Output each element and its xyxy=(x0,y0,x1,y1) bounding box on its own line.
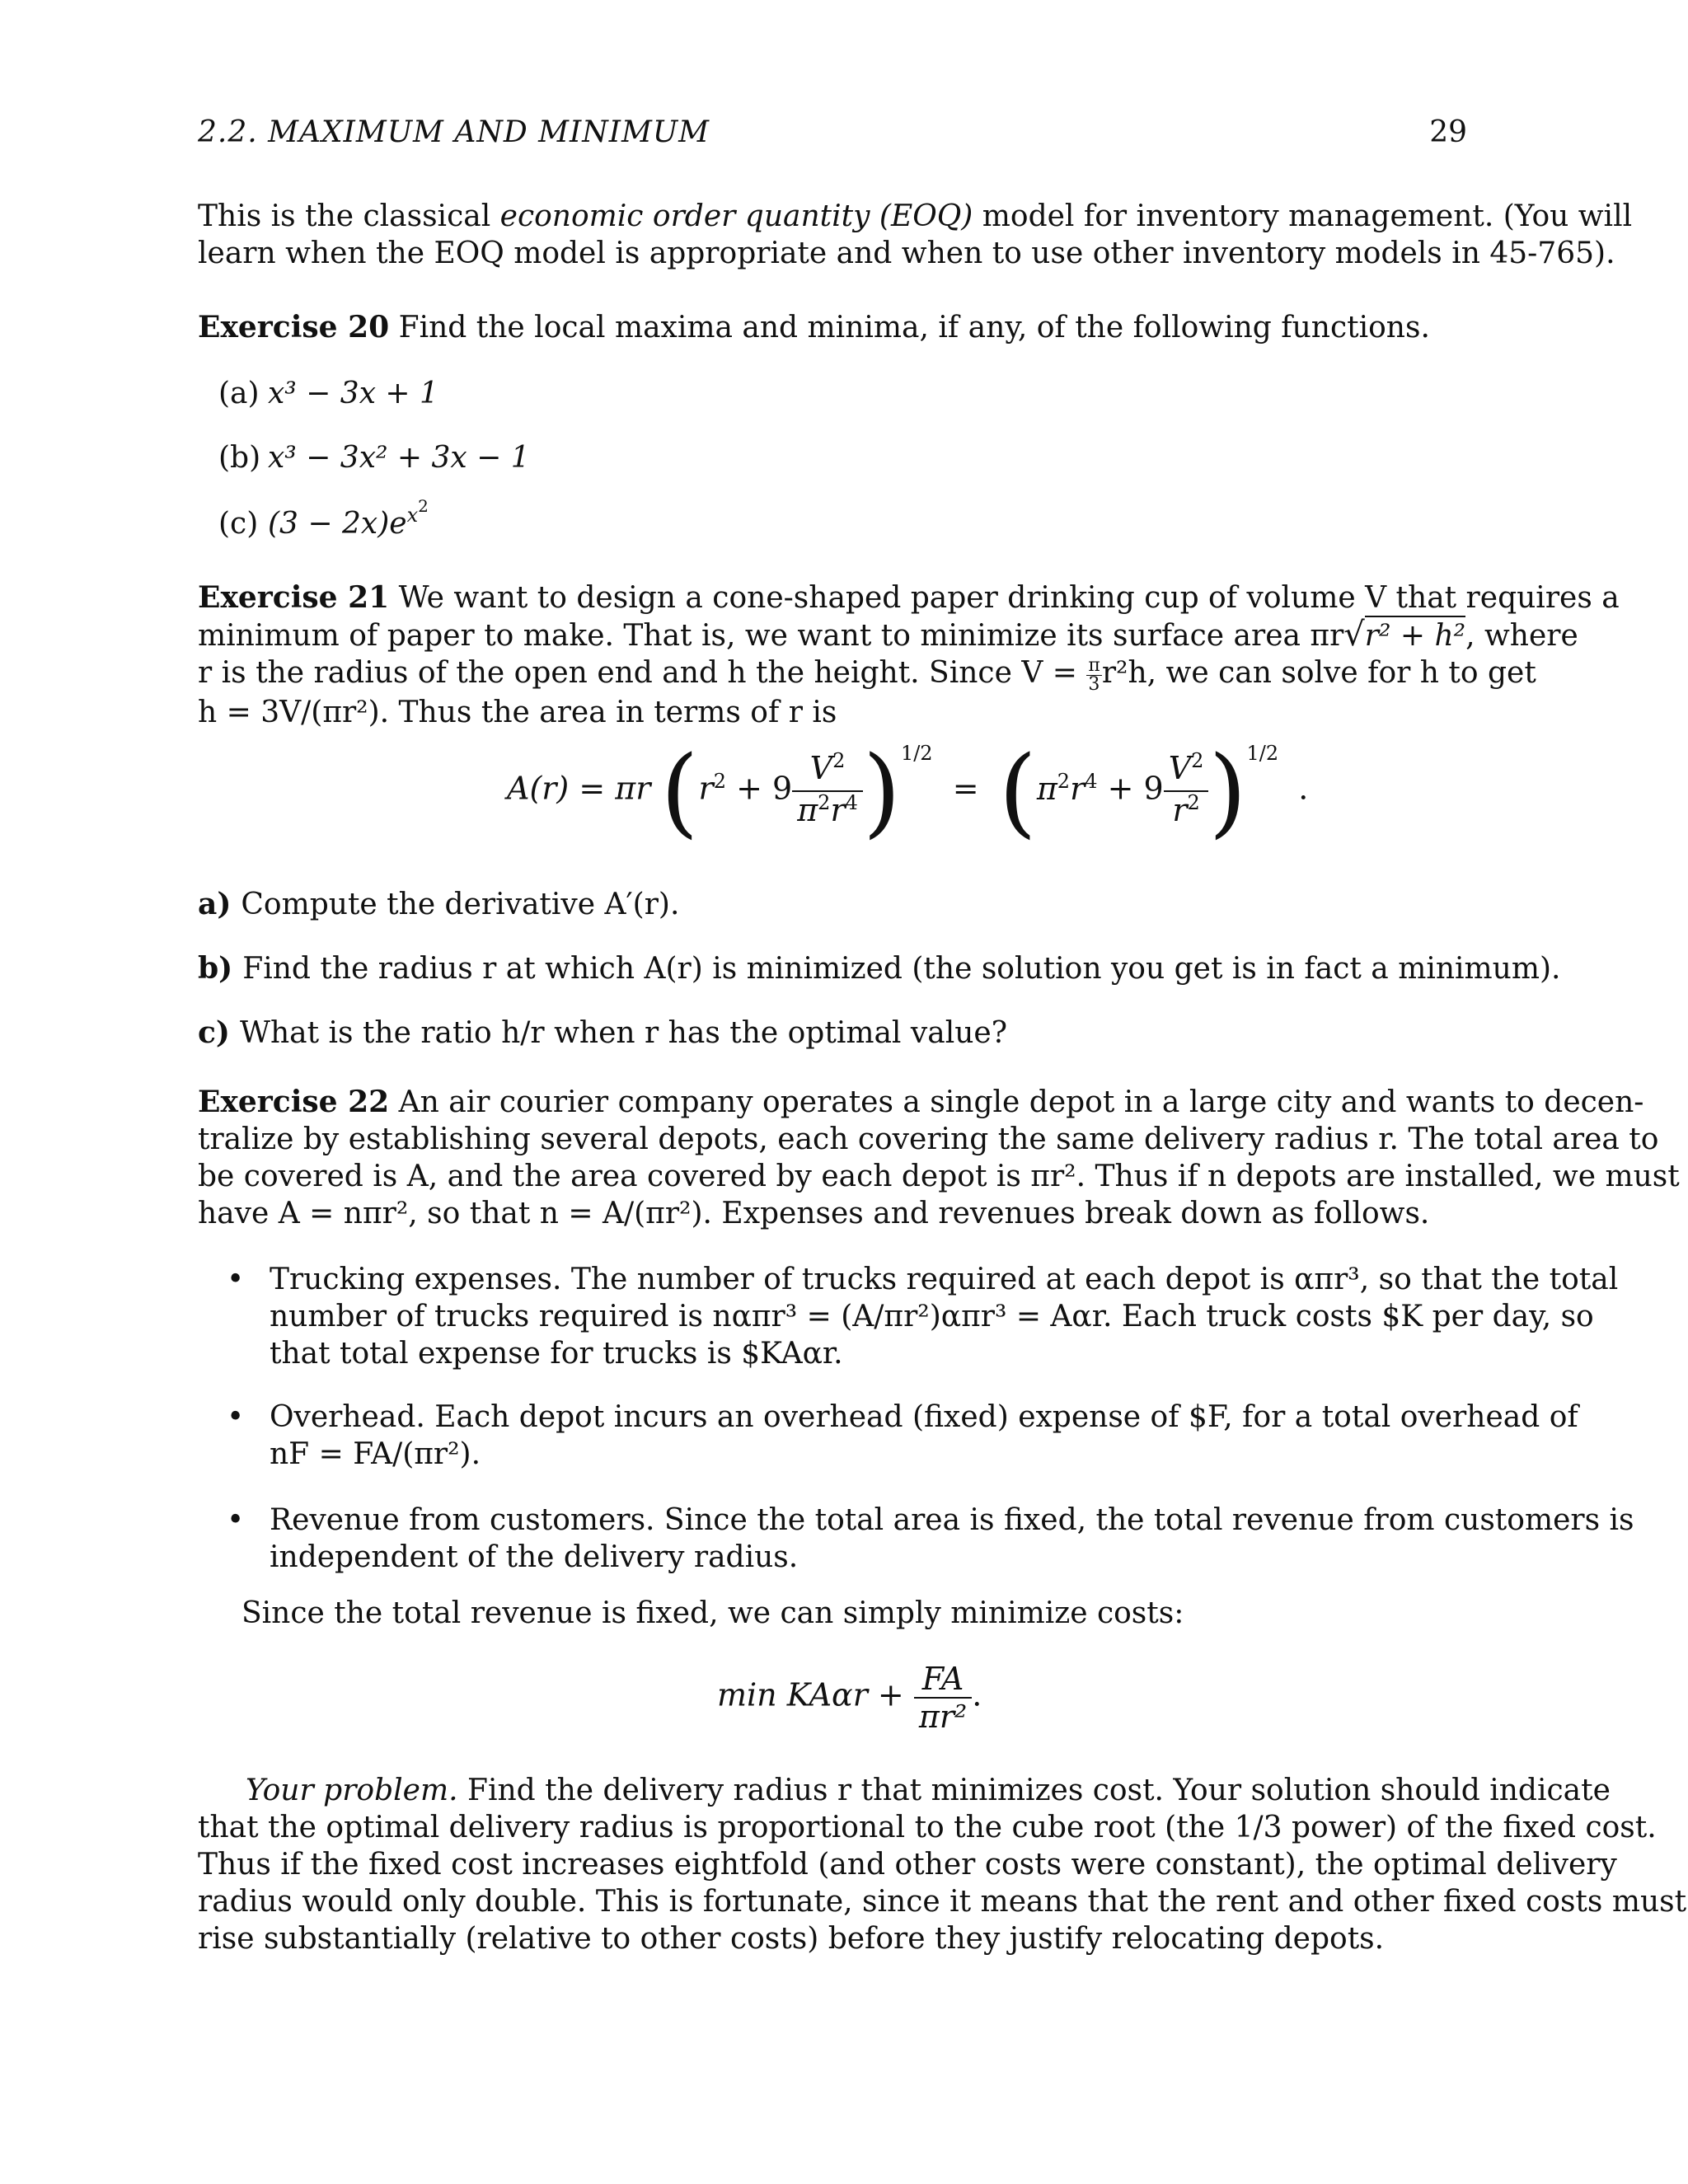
exercise-22-after: Since the total revenue is fixed, we can simply minimize costs: xyxy=(241,1596,1184,1630)
pi-over-3: $\frac{\pi}{3}$ xyxy=(1088,654,1100,695)
page: 2.2. MAXIMUM AND MINIMUM 29 This is the classical economic order quantity (EOQ) model for inventory management. (You will learn when the EOQ model is appropriate and when to use other inventory models in 45-765). Exercise 20 Find the local maxima and minima, if any, of the following functions. (a) x³ − 3x + 1 (b) x³ − 3x² + 3x − 1 (c) $(3 - 2x)e^{x^2}$ Exercise 21 We want to design a cone-shaped paper drinking cup of volume V that requires a minimum of paper to make. That is, we want to minimize its surface area πr√r² + h², where r is the radius of the open end and h the height. Since V = $\frac{\pi}{3}$ r²h, we can solve for h to get h = 3V/(πr²). Thus the area in terms of r is A(r) = πr ($r^2 + 9$ $\frac{V^2}{\pi^2r^4}$ )$^{1/2} = (\pi^2r^4 + 9$ $\frac{V^2}{r^2}$ )$^{1/2}$ . a) Compute the derivative A′(r). b) Find the radius r at which A(r) is minimized (the solution you get is in fact a minimum). c) What is the ratio h/r when r has the optimal value? Exercise 22 An air courier company operates a single depot in a large city and wants to decen- tralize by establishing several depots, each covering the same delivery radius r. The total area to be covered is A, and the area covered by each depot is πr². Thus if n depots are installed, we must have A = nπr², so that n = A/(πr²). Expenses and revenues break down as follows. • Trucking expenses. The number of trucks required at each depot is απr³, so that the total number of trucks required is nαπr³ = (A/πr²)απr³ = Aαr. Each truck costs $K per day, so that total expense for trucks is $KAαr. • Overhead. Each depot incurs an overhead (fixed) expense of $F, for a total overhead of nF = FA/(πr²). • Revenue from customers. Since the total area is fixed, the total revenue from customers is independent of the delivery radius. Since the total revenue is fixed, we can simply minimize costs: min KAαr + $\frac{FA}{\text{πr²}}$ . Your problem. Find the delivery radius r that minimizes cost. Your solution should indicate that the optimal delivery radius is proportional to the cube root (the 1/3 power) of the fixed cost. Thus if the fixed cost increases eightfold (and other costs were constant), the optimal delivery radius would only double. This is fortunate, since it means that the rent and other fixed costs must rise substantially (relative to other costs) before they justify relocating depots. xyxy=(198,115,1687,1956)
exercise-20-item-b: (b) x³ − 3x² + 3x − 1 xyxy=(218,441,530,475)
exercise-20 xyxy=(198,309,1467,346)
exercise-20-item-a: (a) x³ − 3x + 1 xyxy=(218,377,438,410)
your-problem-label: Your problem. xyxy=(246,1774,458,1807)
exercise-20-label: Exercise 20 xyxy=(198,310,390,344)
exercise-21-part-c: c) What is the ratio h/r when r has the optimal value? xyxy=(198,1015,1007,1050)
sqrt-radicand: r² + h² xyxy=(1365,616,1465,653)
section-title: 2.2. MAXIMUM AND MINIMUM xyxy=(198,115,710,149)
area-equation: A(r) = πr ($r^2 + 9$ $\frac{V^2}{\pi^2r^4}$ )$^{1/2} = (\pi^2r^4 + 9$ $\frac{V^2}{r^2}$ )$^{1/2}$ . xyxy=(507,734,1309,848)
running-header xyxy=(198,115,1467,157)
exercise-22-label: Exercise 22 xyxy=(198,1085,390,1119)
your-problem-paragraph: Your problem. Find the delivery radius r that minimizes cost. Your solution should indicate that the optimal delivery radius is proportional to the cube root (the 1/3 power) of the fixed cost. Thus if the fixed cost increases eightfold (and other costs were constant), the optimal delivery radius would only double. This is fortunate, since it means that the rent and other fixed costs must rise substantially (relative to other costs) before they justify relocating depots. xyxy=(198,1774,1687,1956)
intro-line-2: learn when the EOQ model is appropriate and when to use other inventory models in 45-765). xyxy=(198,237,1615,270)
intro-line-1: This is the classical economic order quantity (EOQ) model for inventory management. (You will xyxy=(198,199,1633,233)
bullet-dot: • xyxy=(227,1400,245,1434)
intro-paragraph xyxy=(198,198,1633,272)
exercise-21-part-b: b) Find the radius r at which A(r) is minimized (the solution you get is in fact a minimum). xyxy=(198,951,1561,986)
cost-equation: min KAαr + $\frac{FA}{\text{πr²}}$ . xyxy=(717,1661,982,1735)
exercise-22: Exercise 22 An air courier company operates a single depot in a large city and wants to decen- tralize by establishing several depots, each covering the same delivery radius r. The total area to be covered is A, and the area covered by each depot is πr². Thus if n depots are installed, we must have A = nπr², so that n = A/(πr²). Expenses and revenues break down as follows. xyxy=(198,1085,1680,1230)
exercise-21-label: Exercise 21 xyxy=(198,580,390,615)
exercise-21: Exercise 21 We want to design a cone-shaped paper drinking cup of volume V that requires a minimum of paper to make. That is, we want to minimize its surface area πr√r² + h², where r is the radius of the open end and h the height. Since V = $\frac{\pi}{3}$ r²h, we can solve for h to get h = 3V/(πr²). Thus the area in terms of r is xyxy=(198,580,1620,729)
exercise-20-text: Find the local maxima and minima, if any, of the following functions. xyxy=(389,311,1430,344)
bullet-dot: • xyxy=(227,1263,245,1296)
page-number: 29 xyxy=(1429,115,1467,149)
bullet-dot: • xyxy=(227,1503,245,1537)
eoq-term: economic order quantity (EOQ) xyxy=(499,199,973,233)
exercise-21-part-a: a) Compute the derivative A′(r). xyxy=(198,887,680,921)
exercise-20-item-c: (c) $(3 - 2x)e^{x^2}$ xyxy=(218,496,429,541)
